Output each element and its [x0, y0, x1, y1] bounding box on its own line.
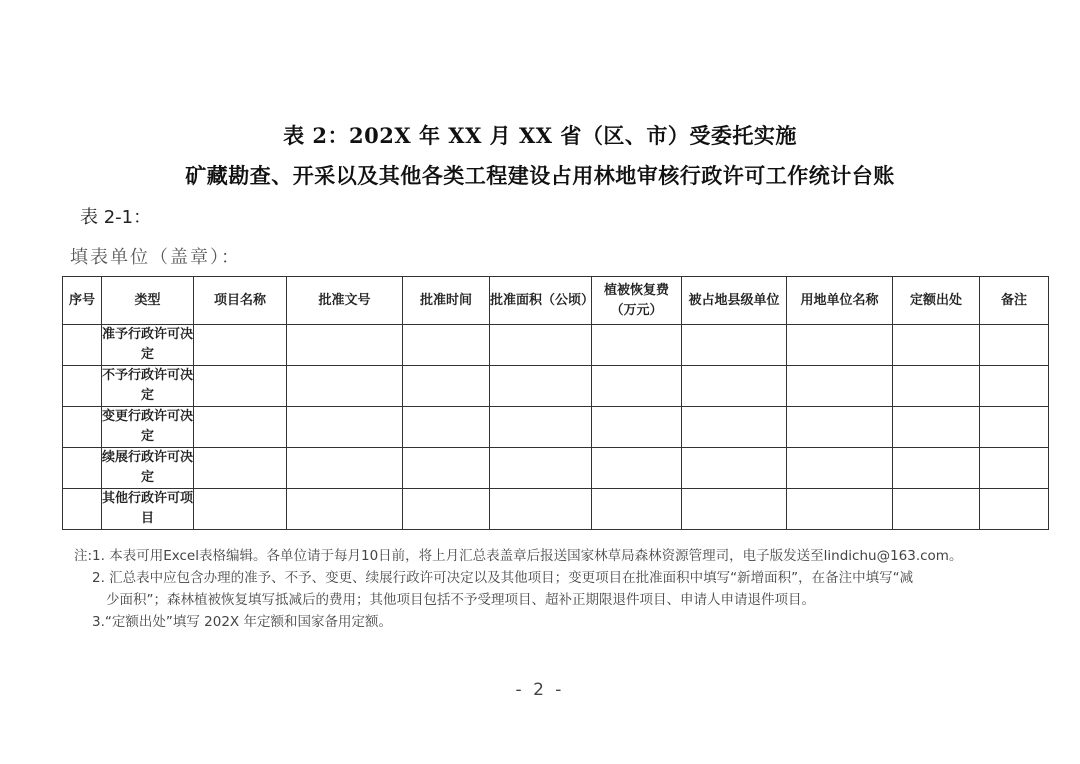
cell-project-name[interactable]	[194, 407, 287, 448]
page-number: - 2 -	[515, 680, 565, 700]
cell-remarks[interactable]	[980, 407, 1049, 448]
cell-county-unit[interactable]	[682, 366, 787, 407]
cell-land-user[interactable]	[787, 448, 893, 489]
document-title-line1: 表 2：202X 年 XX 月 XX 省（区、市）受委托实施	[283, 123, 797, 148]
cell-approved-area[interactable]	[490, 325, 592, 366]
cell-type: 其他行政许可项目	[102, 489, 194, 530]
cell-serial[interactable]	[63, 407, 102, 448]
cell-quota-source[interactable]	[893, 366, 980, 407]
cell-approved-area[interactable]	[490, 366, 592, 407]
cell-approval-number[interactable]	[287, 366, 403, 407]
filling-unit-label: 填表单位（盖章）：	[70, 247, 241, 268]
note-3: 3.“定额出处”填写 202X 年定额和国家备用定额。	[92, 614, 392, 630]
notes-section	[74, 545, 1064, 633]
cell-approval-time[interactable]	[403, 325, 490, 366]
cell-vegetation-fee[interactable]	[592, 325, 682, 366]
header-quota-source: 定额出处	[893, 277, 980, 325]
cell-approval-time[interactable]	[403, 448, 490, 489]
cell-land-user[interactable]	[787, 489, 893, 530]
header-approved-area: 批准面积（公顷）	[490, 277, 592, 325]
cell-serial[interactable]	[63, 489, 102, 530]
cell-approved-area[interactable]	[490, 448, 592, 489]
cell-quota-source[interactable]	[893, 407, 980, 448]
cell-type: 准予行政许可决定	[102, 325, 194, 366]
cell-type: 不予行政许可决定	[102, 366, 194, 407]
cell-quota-source[interactable]	[893, 448, 980, 489]
cell-approval-time[interactable]	[403, 407, 490, 448]
cell-county-unit[interactable]	[682, 325, 787, 366]
header-type: 类型	[102, 277, 194, 325]
cell-serial[interactable]	[63, 325, 102, 366]
cell-land-user[interactable]	[787, 325, 893, 366]
header-serial: 序号	[63, 277, 102, 325]
cell-vegetation-fee[interactable]	[592, 407, 682, 448]
table-row	[63, 489, 1049, 530]
header-project-name: 项目名称	[194, 277, 287, 325]
cell-approval-time[interactable]	[403, 366, 490, 407]
cell-type: 续展行政许可决定	[102, 448, 194, 489]
cell-county-unit[interactable]	[682, 448, 787, 489]
cell-remarks[interactable]	[980, 448, 1049, 489]
cell-approved-area[interactable]	[490, 407, 592, 448]
cell-remarks[interactable]	[980, 366, 1049, 407]
cell-county-unit[interactable]	[682, 489, 787, 530]
cell-project-name[interactable]	[194, 448, 287, 489]
document-title-line2: 矿藏勘查、开采以及其他各类工程建设占用林地审核行政许可工作统计台账	[185, 163, 895, 188]
header-approval-number: 批准文号	[287, 277, 403, 325]
table-row	[63, 366, 1049, 407]
table-header-row	[63, 277, 1049, 325]
cell-remarks[interactable]	[980, 489, 1049, 530]
cell-vegetation-fee[interactable]	[592, 366, 682, 407]
cell-approval-number[interactable]	[287, 407, 403, 448]
table-row	[63, 407, 1049, 448]
header-vegetation-fee: 植被恢复费（万元）	[592, 277, 682, 325]
table-row	[63, 448, 1049, 489]
cell-quota-source[interactable]	[893, 325, 980, 366]
cell-project-name[interactable]	[194, 366, 287, 407]
cell-approval-time[interactable]	[403, 489, 490, 530]
cell-vegetation-fee[interactable]	[592, 448, 682, 489]
cell-approved-area[interactable]	[490, 489, 592, 530]
cell-county-unit[interactable]	[682, 407, 787, 448]
note-2: 2. 汇总表中应包含办理的准予、不予、变更、续展行政许可决定以及其他项目；变更项目在批准面积中填写“新增面积”，在备注中填写“减	[92, 570, 914, 586]
header-county-unit: 被占地县级单位	[682, 277, 787, 325]
cell-project-name[interactable]	[194, 489, 287, 530]
table-subtitle: 表 2-1：	[80, 207, 152, 228]
note-2-continued: 少面积”；森林植被恢复填写抵减后的费用；其他项目包括不予受理项目、超补正期限退件项目、申请人申请退件项目。	[106, 592, 815, 608]
note-1: 注:1. 本表可用Excel表格编辑。各单位请于每月10日前，将上月汇总表盖章后报送国家林草局森林资源管理司，电子版发送至lindichu@163.com。	[74, 548, 963, 564]
cell-land-user[interactable]	[787, 407, 893, 448]
cell-approval-number[interactable]	[287, 325, 403, 366]
cell-serial[interactable]	[63, 366, 102, 407]
cell-land-user[interactable]	[787, 366, 893, 407]
cell-quota-source[interactable]	[893, 489, 980, 530]
cell-project-name[interactable]	[194, 325, 287, 366]
cell-remarks[interactable]	[980, 325, 1049, 366]
table-row	[63, 325, 1049, 366]
statistics-ledger-table	[62, 276, 1049, 530]
cell-type: 变更行政许可决定	[102, 407, 194, 448]
header-land-user: 用地单位名称	[787, 277, 893, 325]
header-approval-time: 批准时间	[403, 277, 490, 325]
cell-approval-number[interactable]	[287, 489, 403, 530]
cell-serial[interactable]	[63, 448, 102, 489]
cell-vegetation-fee[interactable]	[592, 489, 682, 530]
header-remarks: 备注	[980, 277, 1049, 325]
cell-approval-number[interactable]	[287, 448, 403, 489]
